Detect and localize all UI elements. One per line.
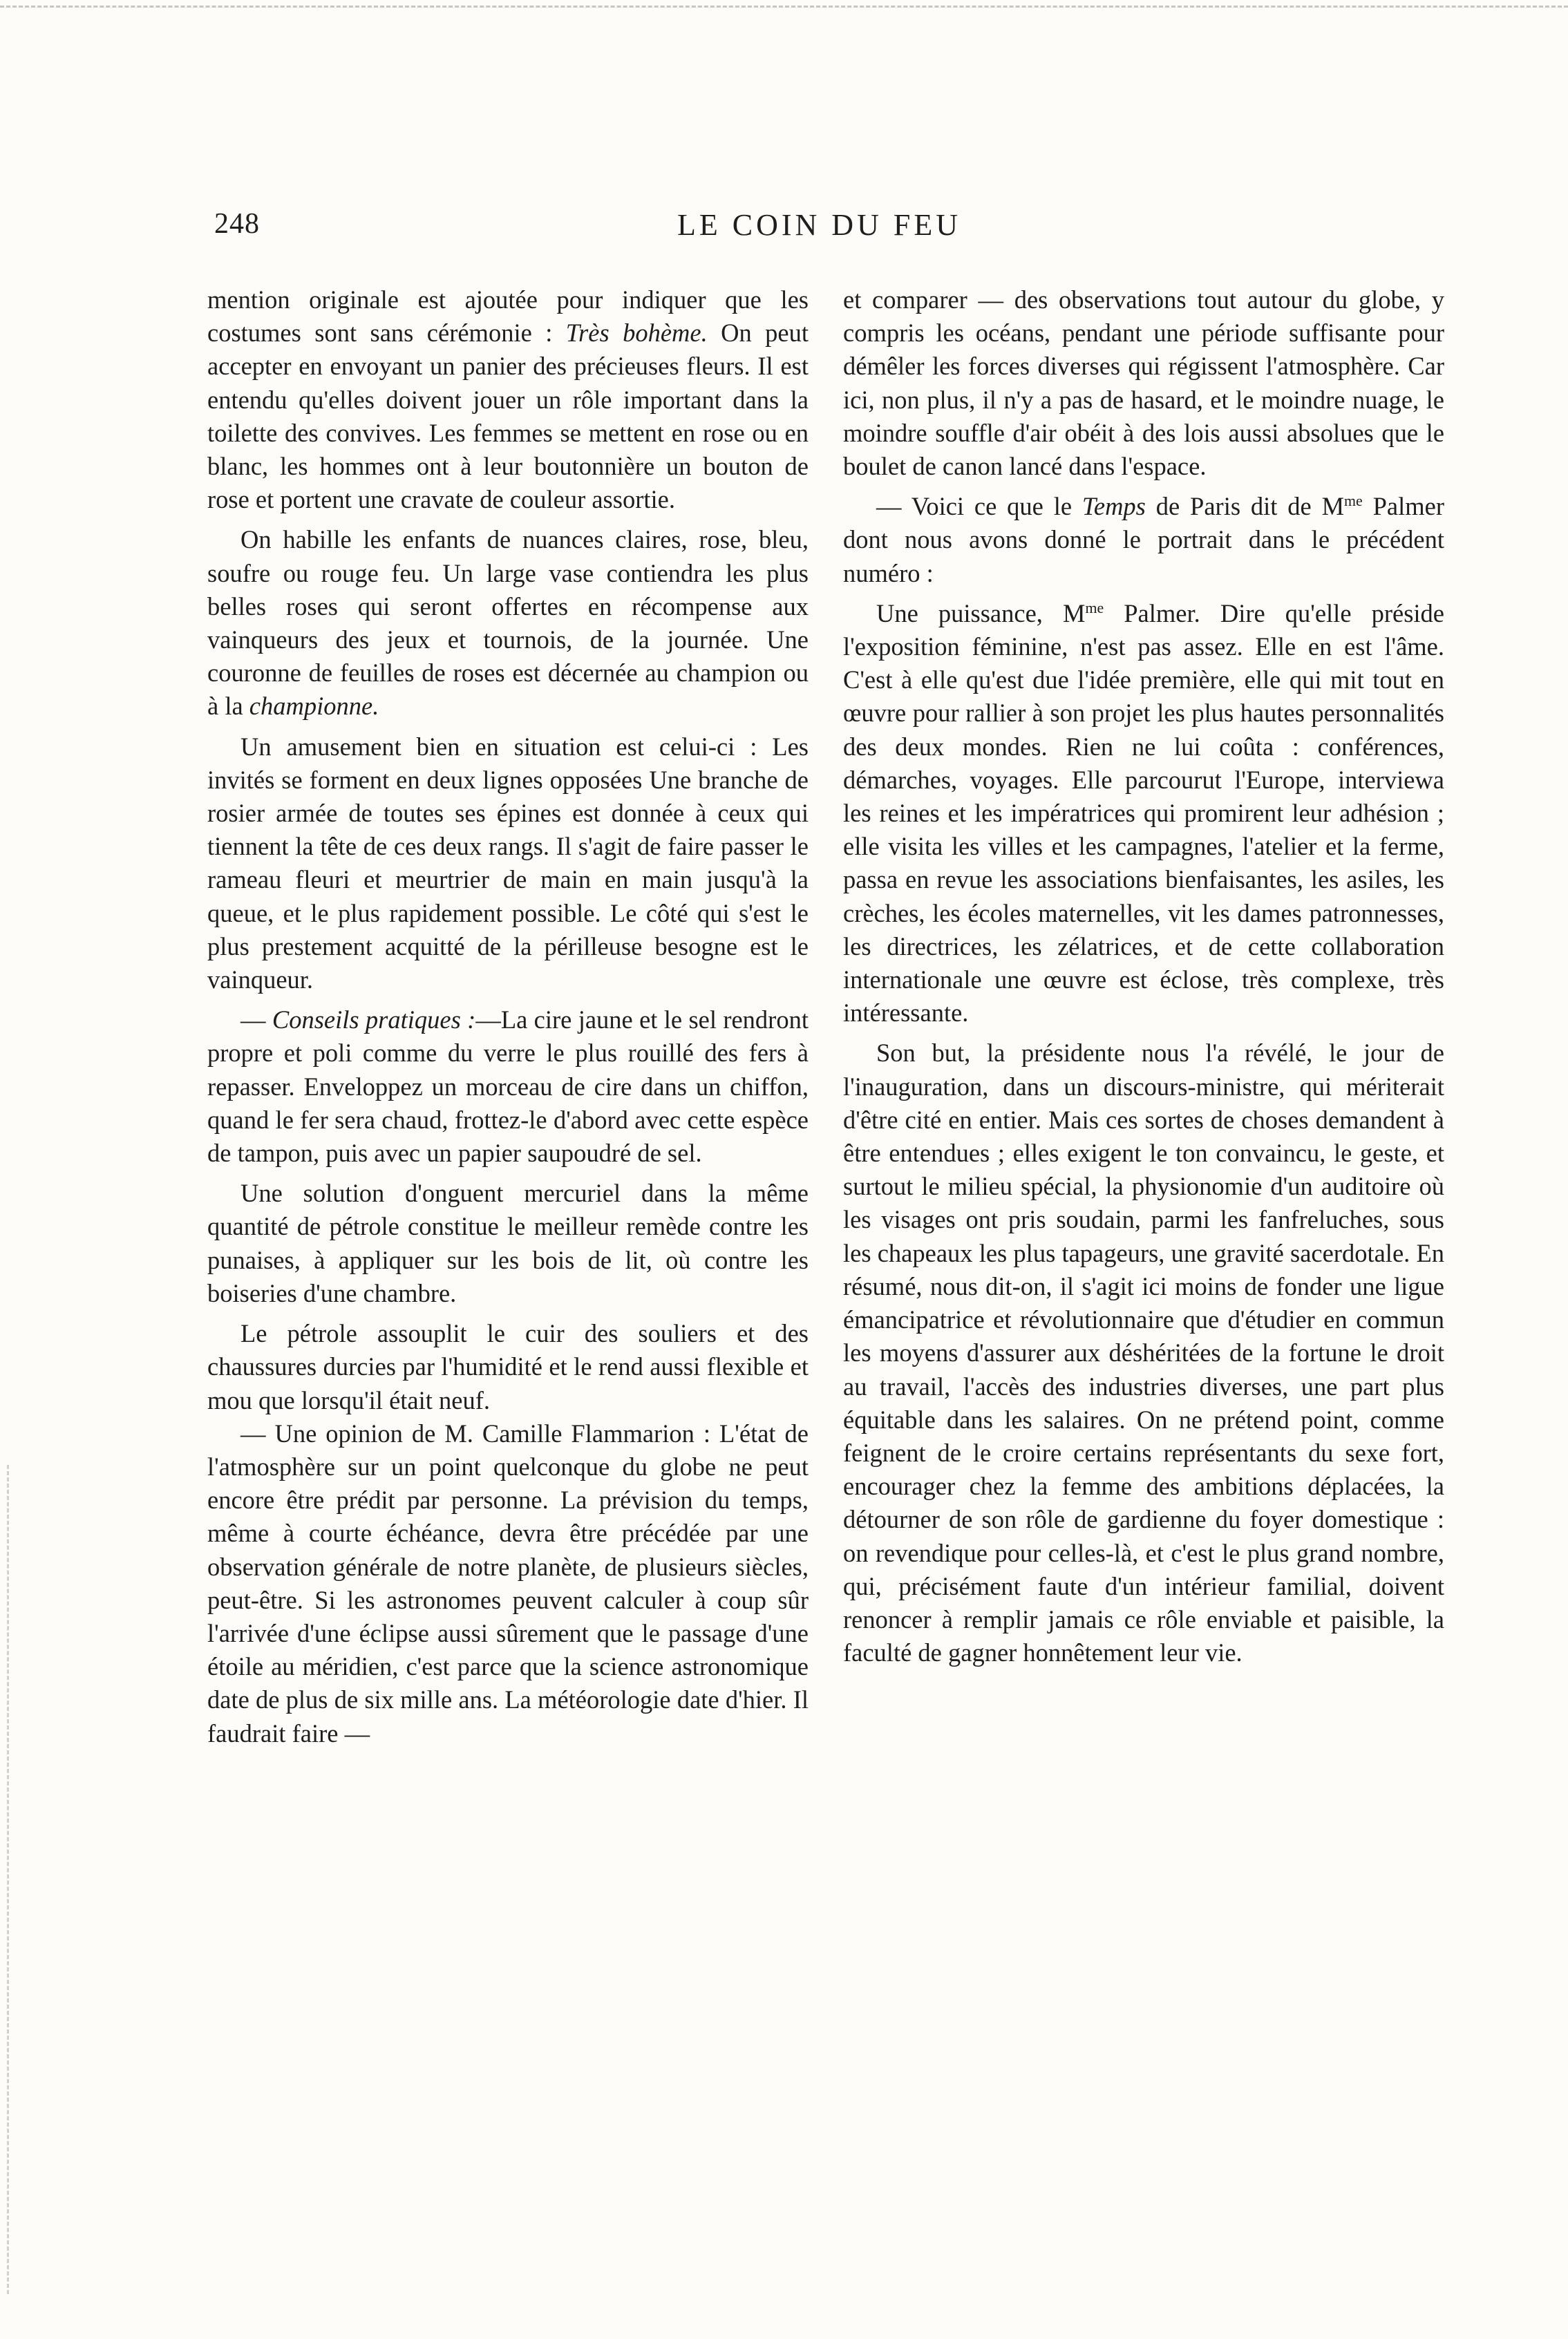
paragraph: — Une opinion de M. Camille Flammarion : L'état de l'atmosphère sur un point quelconque du globe ne peut encore être prédit par personne. La prévision du temps, même à courte échéance, devra être précédée par une observation générale de notre planète, de plusieurs siècles, peut-être. Si les astronomes peuvent calculer à coup sûr l'arrivée d'une éclipse aussi sûrement que le passage d'une étoile au méridien, c'est parce que la science astronomique date de plus de six mille ans. La météorologie date d'hier. Il faudrait faire —	[207, 1419, 809, 1748]
italic-text: Conseils pratiques :	[272, 1005, 476, 1034]
text-run: — Voici ce que le	[876, 492, 1082, 521]
paragraph	[207, 1003, 809, 1170]
superscript: me	[1085, 598, 1104, 616]
text-run: Palmer. Dire qu'elle préside l'exposition féminine, n'est pas assez. Elle en est l'âme. C'est à elle qu'est due l'idée première, elle qui mit tout en œuvre pour rallier à son projet les plus hautes personnalités des deux mondes. Rien ne lui coûta : conférences, démarches, voyages. Elle parcourut l'Europe, interviewa les reines et les impératrices qui promirent leur adhésion ; elle visita les villes et les campagnes, l'atelier et la ferme, passa en revue les associations bienfaisantes, les asiles, les crèches, les écoles maternelles, vit les dames patronnesses, les directrices, les zélatrices, et de cette collaboration internationale une œuvre est éclose, très complexe, très intéressante.	[843, 598, 1444, 1028]
text-run: On habille les enfants de nuances claires, rose, bleu, soufre ou rouge feu. Un large vase contiendra les plus belles roses qui seront offertes en récompense aux vainqueurs des jeux et tournois, de la journée. Une couronne de feuilles de roses est décernée au champion ou à la	[207, 525, 809, 721]
text-run: —La cire jaune et le sel rendront propre et poli comme du verre le plus rouillé des fers à repasser. Enveloppez un morceau de cire dans un chiffon, quand le fer sera chaud, frottez-le d'abord avec cette espèce de tampon, puis avec un papier saupoudré de sel.	[207, 1005, 809, 1168]
running-title: LE COIN DU FEU	[677, 208, 961, 242]
left-column	[207, 283, 809, 1750]
text-run: —	[240, 1005, 272, 1034]
paragraph	[843, 597, 1444, 1030]
paragraph: Un amusement bien en situation est celui-ci : Les invités se forment en deux lignes opposées Une branche de rosier armée de toutes ses épines est donnée à ceux qui tiennent la tête de ces deux rangs. Il s'agit de faire passer le rameau fleuri et meurtrier de main en main jusqu'à la queue, et le plus rapidement possible. Le côté qui s'est le plus prestement acquitté de la périlleuse besogne est le vainqueur.	[207, 732, 809, 994]
scan-edge-left	[7, 1465, 12, 2294]
superscript: me	[1344, 492, 1363, 510]
text-run: mention originale est ajoutée pour indiquer que les costumes sont sans cérémonie :	[207, 285, 809, 348]
page-header	[214, 207, 1444, 256]
paragraph: Une solution d'onguent mercuriel dans la même quantité de pétrole constitue le meilleur remède contre les punaises, à appliquer sur les bois de lit, où contre les boiseries d'une chambre.	[207, 1179, 809, 1307]
italic-text: Très bohème.	[565, 319, 708, 348]
page-number: 248	[214, 208, 260, 240]
paragraph: Son but, la présidente nous l'a révélé, le jour de l'inauguration, dans un discours-ministre, qui mériterait d'être cité en entier. Mais ces sortes de choses demandent à être entendues ; elles exigent le ton convaincu, le geste, et surtout le milieu spécial, la physionomie d'un auditoire où les visages ont pris soudain, parmi les fanfreluches, sous les chapeaux les plus tapageurs, une gravité sacerdotale. En résumé, nous dit-on, il s'agit ici moins de fonder une ligue émancipatrice et révolutionnaire que d'étudier en commun les moyens d'assurer aux déshéritées de la fortune le droit au travail, l'accès des industries diverses, une part plus équitable dans les salaires. On ne prétend point, comme feignent de le croire certains représentants du sexe fort, encourager chez la femme des ambitions déplacées, la détourner de son rôle de gardienne du foyer domestique : on revendique pour celles-là, et c'est le plus grand nombre, qui, précisément faute d'un intérieur familial, doivent renoncer à remplir jamais ce rôle enviable et paisible, la faculté de gagner honnêtement leur vie.	[843, 1039, 1444, 1667]
italic-text: championne.	[249, 692, 379, 721]
text-run: Palmer dont nous avons donné le portrait dans le précédent numéro :	[843, 492, 1445, 587]
paragraph	[207, 523, 809, 723]
scan-edge-top	[0, 6, 1568, 17]
text-run: de Paris dit de M	[1145, 492, 1345, 521]
paragraph: et comparer — des observations tout autour du globe, y compris les océans, pendant une période suffisante pour démêler les forces diverses qui régissent l'atmosphère. Car ici, non plus, il n'y a pas de hasard, et le moindre nuage, le moindre souffle d'air obéit à des lois aussi absolues que le boulet de canon lancé dans l'espace.	[843, 285, 1444, 481]
paragraph	[207, 283, 809, 516]
text-run: Une puissance, M	[876, 598, 1086, 627]
text-run: On peut accepter en envoyant un panier des précieuses fleurs. Il est entendu qu'elles doivent jouer un rôle important dans la toilette des convives. Les femmes se mettent en rose ou en blanc, les hommes ont à leur boutonnière un bouton de rose et portent une cravate de couleur assortie.	[207, 319, 809, 514]
right-column	[843, 283, 1444, 1669]
paragraph	[843, 490, 1444, 590]
italic-text: Temps	[1081, 492, 1146, 521]
paragraph: Le pétrole assouplit le cuir des souliers et des chaussures durcies par l'humidité et le rend aussi flexible et mou que lorsqu'il était neuf.	[207, 1319, 809, 1414]
